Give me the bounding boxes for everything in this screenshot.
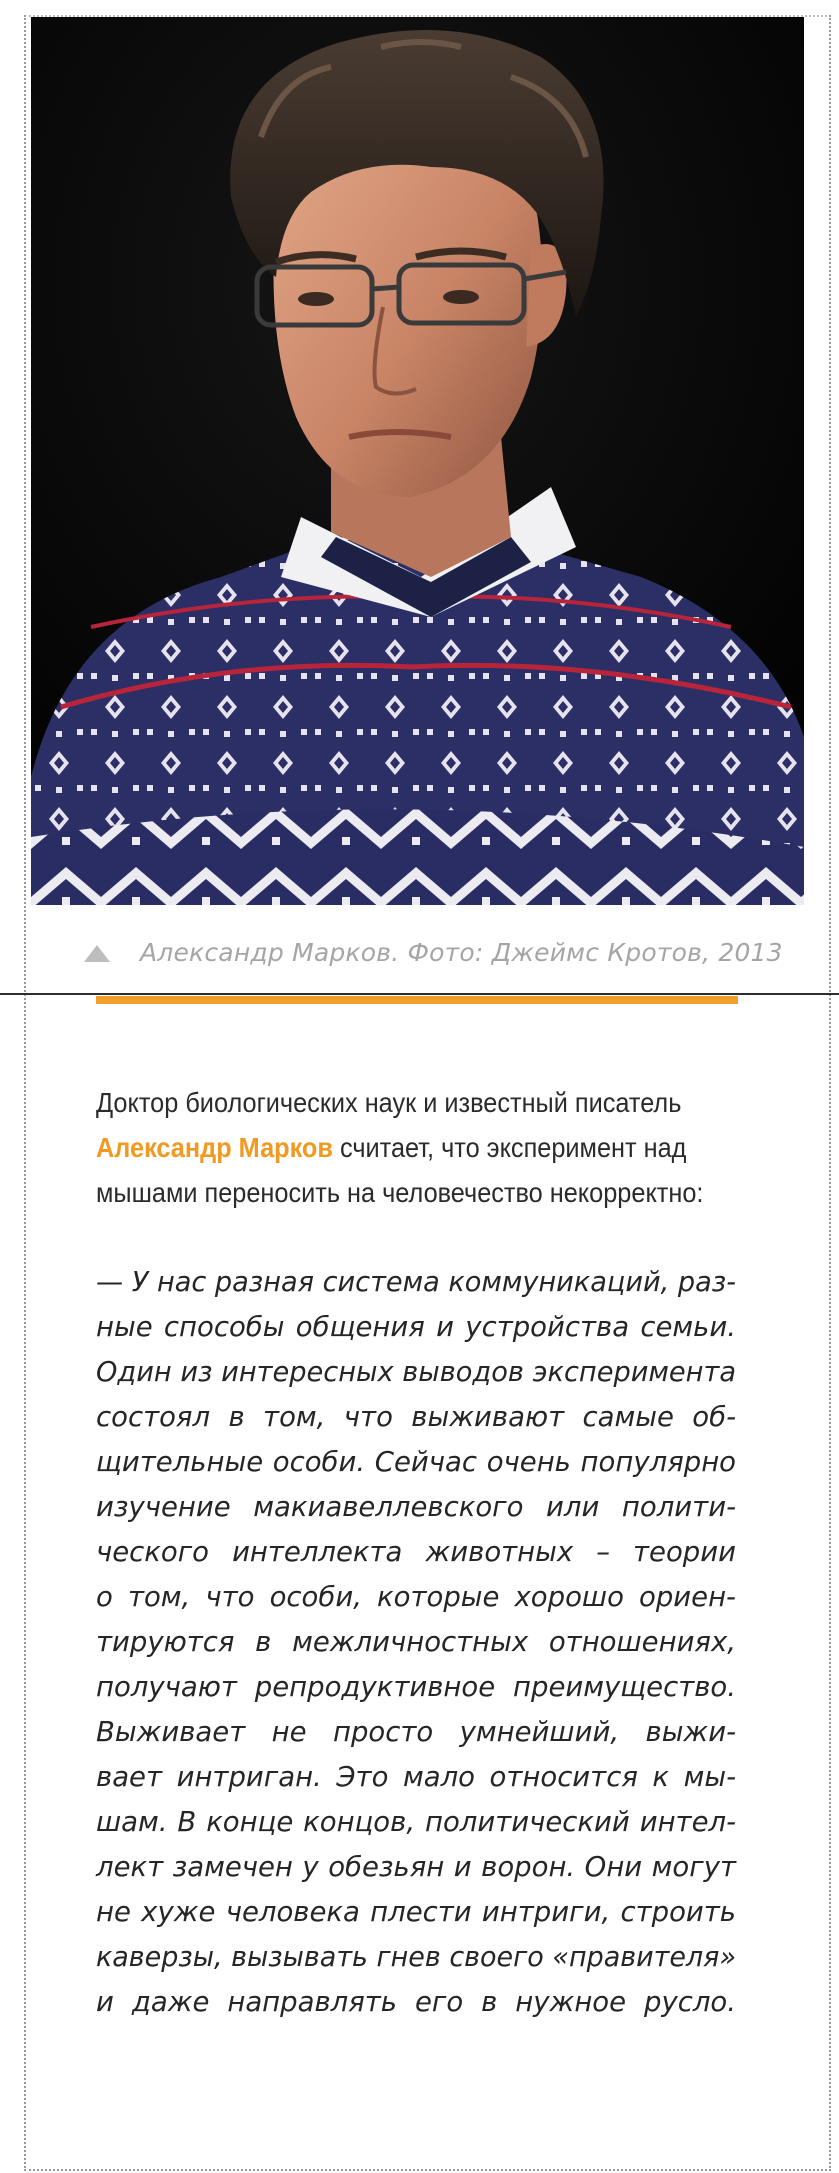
- quote-line: — У нас разная система коммуникаций, раз-: [96, 1266, 736, 1298]
- quote-line: Один из интересных выводов эксперимента: [96, 1356, 736, 1388]
- quote-line: ческого интеллекта животных – теории: [96, 1536, 736, 1568]
- author-name: Александр Марков: [96, 1132, 333, 1163]
- intro-before: Доктор биологических наук и известный писатель: [96, 1087, 682, 1118]
- quote-line: не хуже человека плести интриги, строить: [96, 1896, 736, 1928]
- quote-line: шам. В конце концов, политический интел-: [96, 1806, 736, 1838]
- quote-line: лект замечен у обезьян и ворон. Они могут: [96, 1851, 736, 1883]
- quote-line: и даже направлять его в нужное русло.: [96, 1986, 736, 2018]
- quote-line: щительные особи. Сейчас очень популярно: [96, 1446, 736, 1478]
- photo-caption-row: [84, 932, 804, 972]
- quote-line: о том, что особи, которые хорошо ориен-: [96, 1581, 736, 1613]
- quote-line: ные способы общения и устройства семьи.: [96, 1311, 736, 1343]
- quote-line: получают репродуктивное преимущество.: [96, 1671, 736, 1703]
- intro-after: считает, что эксперимент над мышами переносить на человечество некорректно:: [96, 1132, 704, 1208]
- accent-bar: [96, 996, 738, 1004]
- quote-line: изучение макиавеллевского или полити-: [96, 1491, 736, 1523]
- quote-line: тируются в межличностных отношениях,: [96, 1626, 736, 1658]
- quote-block: [96, 1260, 736, 2025]
- photo-caption: Александр Марков. Фото: Джеймс Кротов, 2013: [140, 937, 783, 967]
- quote-line: вает интриган. Это мало относится к мы-: [96, 1761, 736, 1793]
- quote-line: каверзы, вызывать гнев своего «правителя»: [96, 1941, 736, 1973]
- caption-triangle-icon: [84, 945, 110, 962]
- section-divider: [0, 993, 839, 995]
- author-photo: [31, 17, 804, 905]
- intro-paragraph: [96, 1080, 740, 1215]
- quote-line: состоял в том, что выживают самые об-: [96, 1401, 736, 1433]
- quote-line: Выживает не просто умнейший, выжи-: [96, 1716, 736, 1748]
